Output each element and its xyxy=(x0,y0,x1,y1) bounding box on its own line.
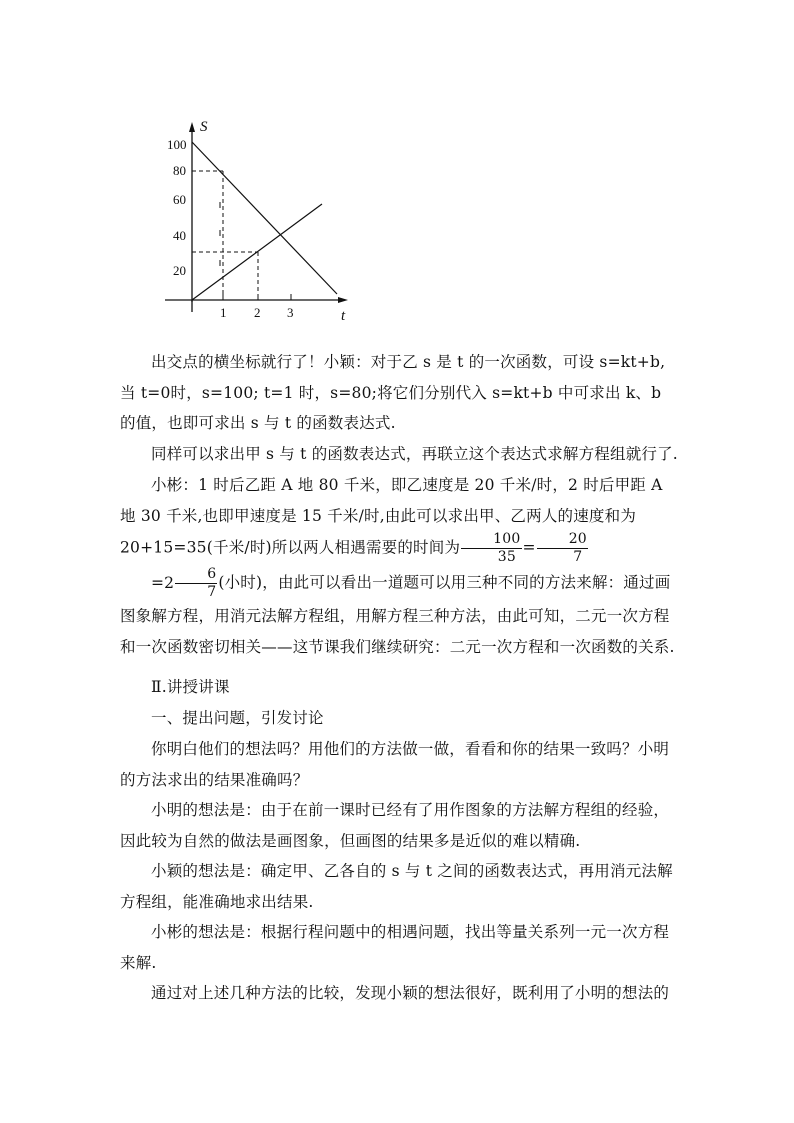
fraction-100-35: $\frac{100}{35}$ xyxy=(461,531,521,566)
y-tick-label-80: 80 xyxy=(173,163,186,178)
x-axis-label: t xyxy=(341,308,346,324)
xiaobin-text-after: (小时)，由此可以看出一道题可以用三种不同的方法来解：通过画图象解方程，用消元法解方程组，用解方程三种方法，由此可知，二元一次方程和一次函数密切相关——这节课我们继续研究：二元一次方程和一次函数的关系. xyxy=(120,573,675,656)
line-yi xyxy=(192,142,337,294)
mixed-number: =2 $\frac{6}{7}$ xyxy=(151,566,217,601)
paragraph-comparison: 通过对上述几种方法的比较，发现小颖的想法很好，既利用了小明的想法的 xyxy=(151,984,670,1002)
x-axis-arrow xyxy=(338,297,348,303)
distance-time-graph xyxy=(155,112,355,327)
subheading: 一、提出问题，引发讨论 xyxy=(151,709,324,727)
paragraph-xiaobin-idea: 小彬的想法是：根据行程问题中的相遇问题，找出等量关系列一元一次方程来解. xyxy=(120,923,670,972)
xiaobin-text-before: 小彬：1 时后乙距 A 地 80 千米，即乙速度是 20 千米/时，2 时后甲距 A 地 30 千米,也即甲速度是 15 千米/时,由此可以求出甲、乙两人的速度和为 20+15=35(千米/时)所以两人相遇需要的时间为 xyxy=(120,476,663,557)
y-tick-label-60: 60 xyxy=(173,192,186,207)
y-axis-label: S xyxy=(200,119,208,135)
paragraph-xiaoying-idea: 小颖的想法是：确定甲、乙各自的 s 与 t 之间的函数表达式，再用消元法解方程组，能准确地求出结果. xyxy=(120,862,673,911)
x-tick-label-2: 2 xyxy=(254,305,261,320)
paragraph-same-method: 同样可以求出甲 s 与 t 的函数表达式，再联立这个表达式求解方程组就行了. xyxy=(151,445,678,463)
fraction-20-7: $\frac{20}{7}$ xyxy=(537,531,588,566)
y-axis-arrow xyxy=(189,122,195,132)
paragraph-xiaoying: 出交点的横坐标就行了！小颖：对于乙 s 是 t 的一次函数，可设 s=kt+b,当 t=0时，s=100; t=1 时，s=80;将它们分别代入 s=kt+b 中可求出 k、b 的值，也即可求出 s 与 t 的函数表达式. xyxy=(120,353,666,433)
y-tick-label-20: 20 xyxy=(173,263,186,278)
x-tick-label-1: 1 xyxy=(220,305,227,320)
paragraph-xiaoming-idea: 小明的想法是：由于在前一课时已经有了用作图象的方法解方程组的经验，因此较为自然的做法是画图象，但画图的结果多是近似的难以精确. xyxy=(120,801,670,850)
y-tick-label-40: 40 xyxy=(173,228,186,243)
paragraph-xiaobin: 小彬：1 时后乙距 A 地 80 千米，即乙速度是 20 千米/时，2 时后甲距 A 地 30 千米,也即甲速度是 15 千米/时,由此可以求出甲、乙两人的速度和为 20+15=35(千米/时)所以两人相遇需要的时间为 $\frac{100}{35}$ = $\frac{20}{7}$ =2 $\frac{6}{7}$ (小时)，由此可以看出一道题可以用三种不同的方法来解：通过画图象解方程，用消元法解方程组，用解方程三种方法，由此可知，二元一次方程和一次函数密切相关——这节课我们继续研究：二元一次方程和一次函数的关系. xyxy=(120,476,675,656)
paragraph-question: 你明白他们的想法吗？用他们的方法做一做，看看和你的结果一致吗？小明的方法求出的结果准确吗？ xyxy=(120,740,670,789)
y-tick-label-100: 100 xyxy=(167,137,187,152)
section-heading: Ⅱ.讲授讲课 xyxy=(151,678,230,696)
x-tick-label-3: 3 xyxy=(287,305,294,320)
